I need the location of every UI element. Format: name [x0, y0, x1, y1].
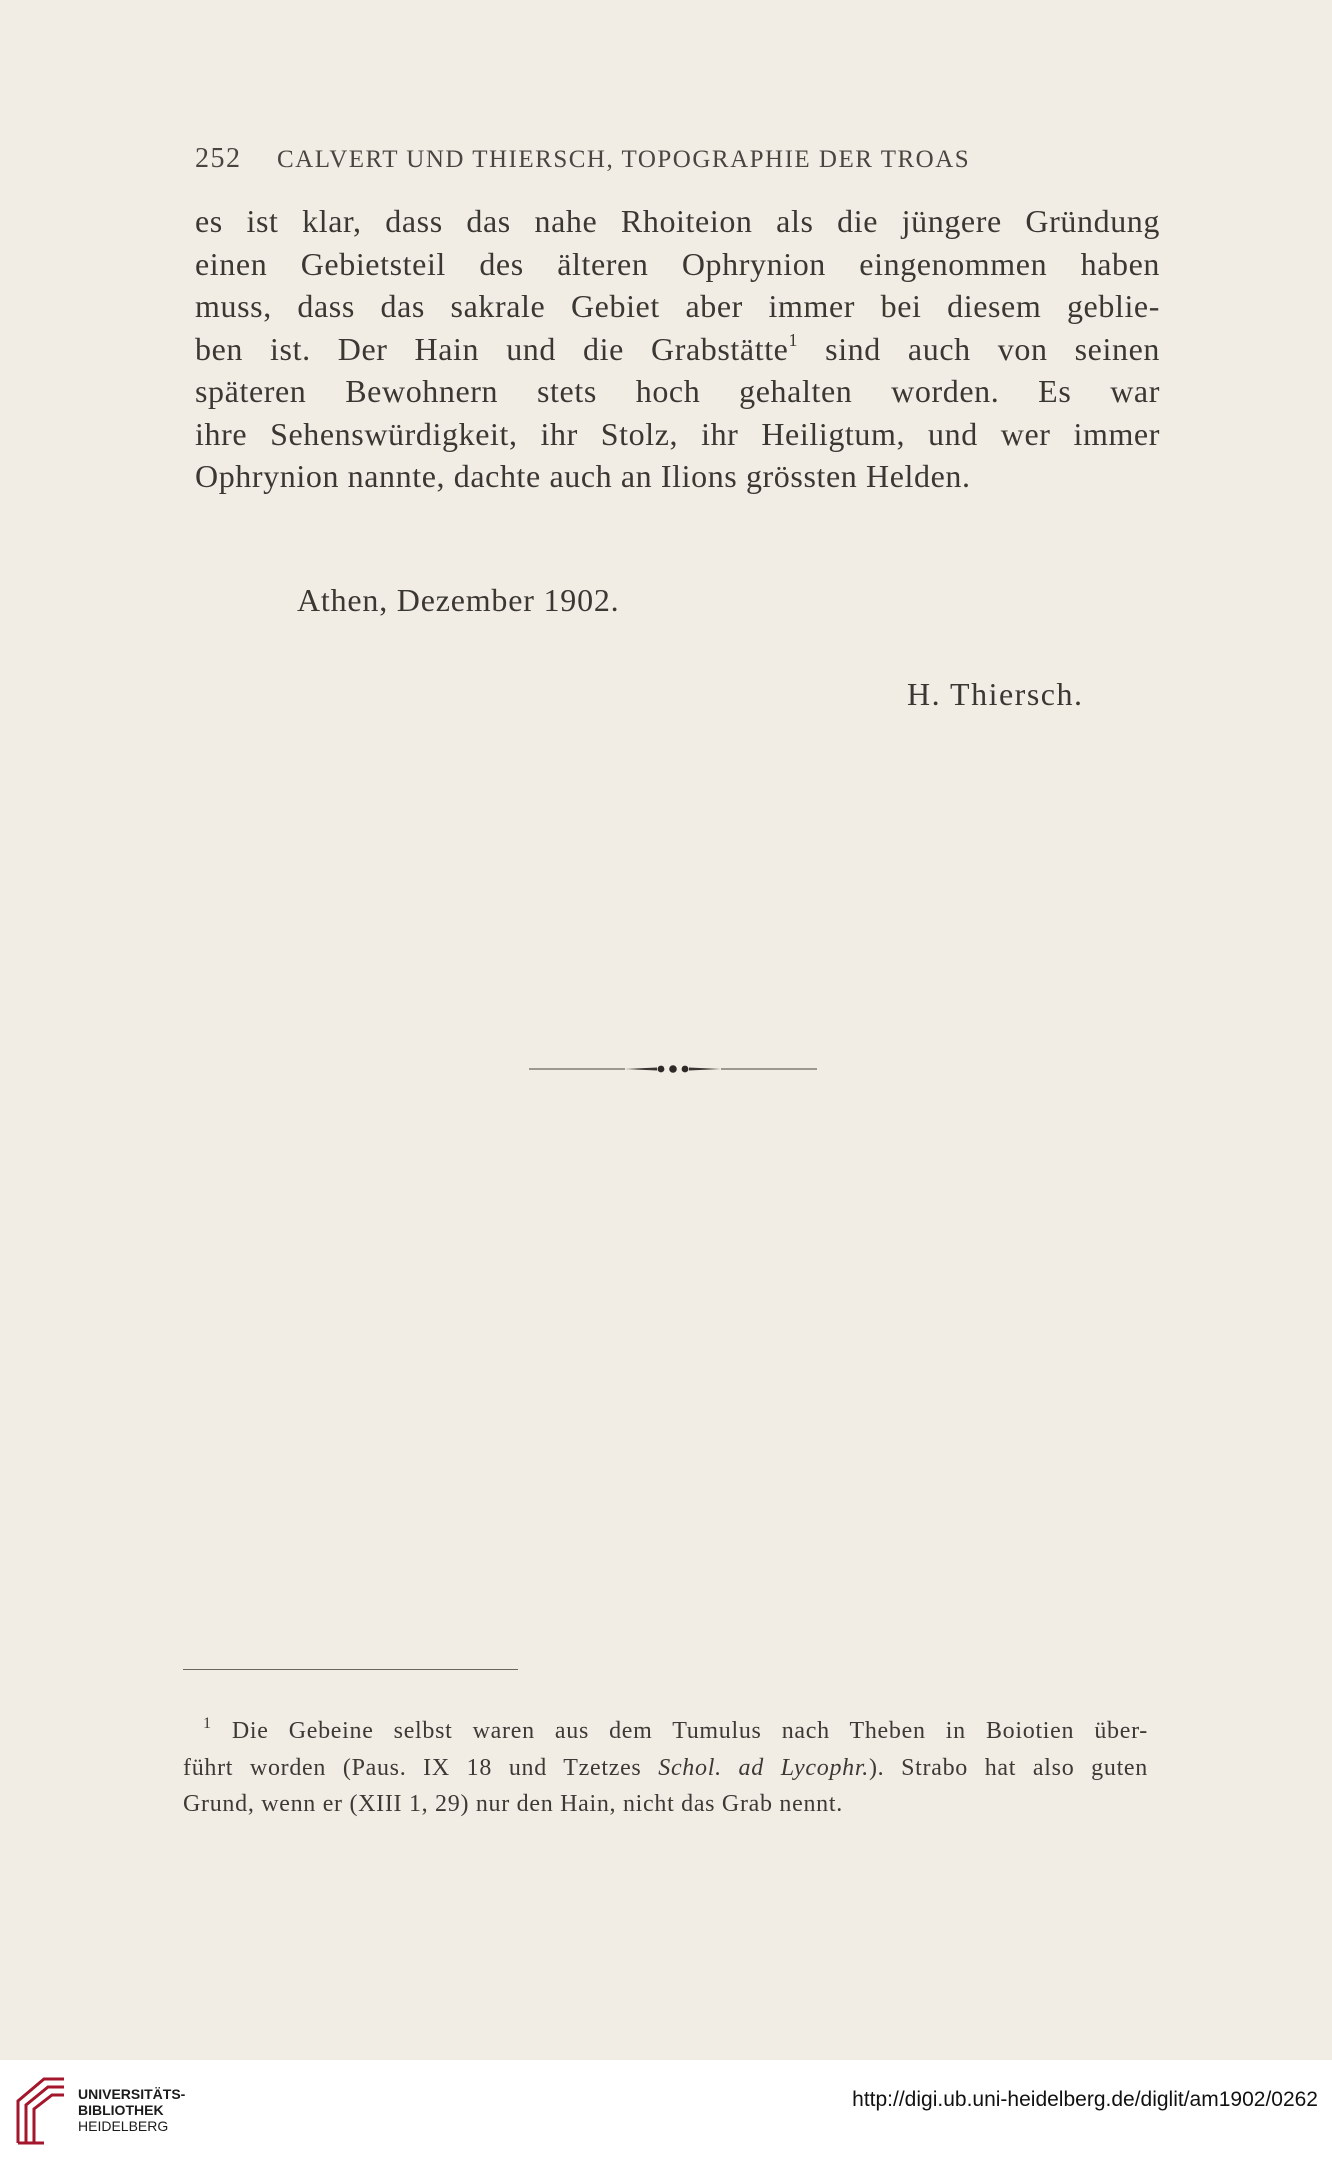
body-line: einen Gebietsteil des älteren Ophrynion eingenommen haben [195, 245, 1160, 282]
footnote-reference[interactable]: 1 [788, 329, 799, 350]
footnote-text: ). Strabo hat also guten [868, 1754, 1148, 1781]
heidelberg-library-logo-icon[interactable] [14, 2073, 68, 2145]
footnote-divider [183, 1669, 518, 1670]
body-line-part: ben ist. Der Hain und die Grabstätte [195, 330, 789, 367]
footnote-line: Grund, wenn er (XIII 1, 29) nur den Hain, nicht das Grab nennt. [183, 1791, 843, 1817]
footnote-line [183, 1750, 1148, 1787]
footnote-citation: Schol. ad Lycophr. [658, 1754, 869, 1781]
dateline: Athen, Dezember 1902. [297, 582, 620, 618]
library-name-line: HEIDELBERG [78, 2118, 169, 2134]
body-line: Ophrynion nannte, dachte auch an Ilions grössten Helden. [195, 458, 971, 494]
running-head [195, 143, 1075, 175]
body-paragraph [195, 200, 1160, 498]
footnote-text: führt worden (Paus. IX 18 und Tzetzes [183, 1754, 659, 1781]
body-line: ihre Sehenswürdigkeit, ihr Stolz, ihr Heiligtum, und wer immer [195, 415, 1160, 452]
body-line: es ist klar, dass das nahe Rhoiteion als die jüngere Gründung [195, 203, 1160, 239]
library-name-line: BIBLIOTHEK [78, 2102, 164, 2118]
body-line: späteren Bewohnern stets hoch gehalten worden. Es war [195, 373, 1160, 409]
library-name-line: UNIVERSITÄTS- [78, 2086, 186, 2102]
author-signature: H. Thiersch. [907, 676, 1084, 712]
running-head-title: CALVERT UND THIERSCH, TOPOGRAPHIE DER TROAS [277, 146, 971, 173]
footnote-line [183, 1713, 1148, 1750]
footnote-marker: 1 [203, 1715, 212, 1732]
body-line [195, 328, 1160, 371]
library-name [78, 2086, 185, 2134]
source-url-link[interactable]: http://digi.ub.uni-heidelberg.de/diglit/am1902/0262 [852, 2088, 1318, 2111]
page-number: 252 [195, 143, 242, 174]
body-line: muss, dass das sakrale Gebiet aber immer bei diesem geblie- [195, 288, 1160, 324]
section-end-ornament [529, 1057, 817, 1081]
footnote-text: Die Gebeine selbst waren aus dem Tumulus nach Theben in Boiotien über- [231, 1718, 1148, 1744]
body-line-part: sind auch von seinen [825, 330, 1160, 367]
footnote [183, 1713, 1148, 1823]
